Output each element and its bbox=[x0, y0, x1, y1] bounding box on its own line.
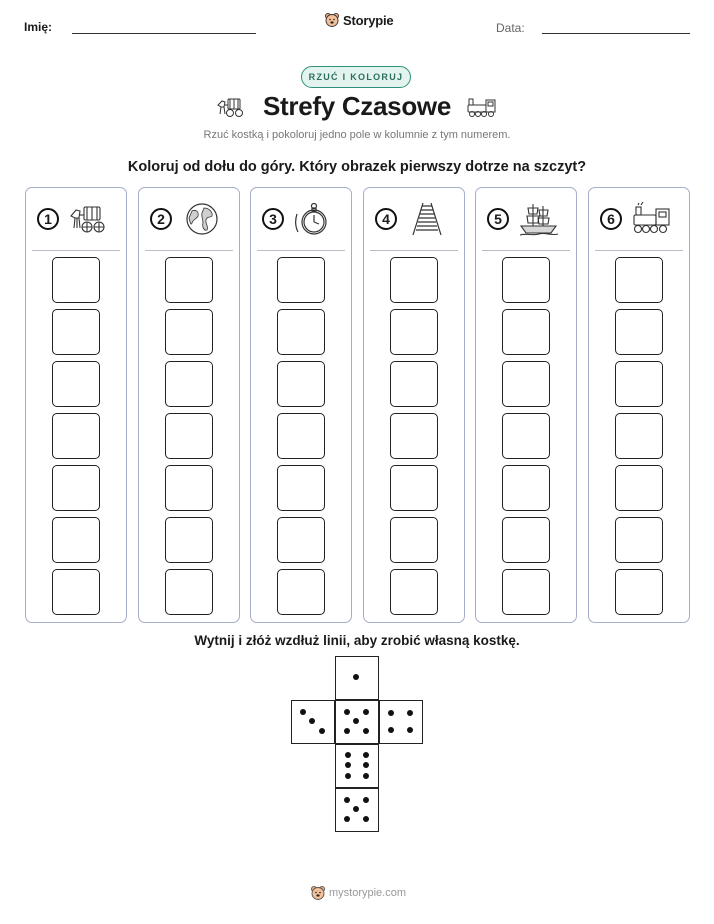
color-cell[interactable] bbox=[502, 569, 550, 615]
pip bbox=[363, 816, 369, 822]
pip bbox=[353, 806, 359, 812]
instruction: Koloruj od dołu do góry. Który obrazek pierwszy dotrze na szczyt? bbox=[127, 159, 587, 175]
column-number: 1 bbox=[37, 208, 59, 230]
pip bbox=[344, 797, 350, 803]
column-divider bbox=[32, 250, 120, 251]
pip bbox=[363, 752, 369, 758]
column-number: 3 bbox=[262, 208, 284, 230]
column-3 bbox=[250, 187, 352, 623]
color-cell[interactable] bbox=[615, 257, 663, 303]
brand-name: Storypie bbox=[343, 12, 394, 28]
pip bbox=[300, 709, 306, 715]
color-cell[interactable] bbox=[277, 517, 325, 563]
railway-track-icon bbox=[407, 202, 447, 236]
color-cell[interactable] bbox=[615, 465, 663, 511]
column-header bbox=[476, 188, 576, 250]
activity-badge: RZUĆ I KOLORUJ bbox=[301, 66, 411, 88]
column-divider bbox=[145, 250, 233, 251]
color-cell[interactable] bbox=[390, 569, 438, 615]
color-cell[interactable] bbox=[277, 361, 325, 407]
pip bbox=[344, 709, 350, 715]
color-cell[interactable] bbox=[390, 309, 438, 355]
pip bbox=[363, 762, 369, 768]
pip bbox=[345, 752, 351, 758]
pip bbox=[363, 773, 369, 779]
color-cell[interactable] bbox=[615, 361, 663, 407]
color-cell[interactable] bbox=[390, 413, 438, 459]
color-cell[interactable] bbox=[502, 465, 550, 511]
brand-logo bbox=[324, 12, 393, 28]
page-title: Strefy Czasowe bbox=[263, 91, 451, 121]
column-number: 4 bbox=[375, 208, 397, 230]
pip bbox=[353, 718, 359, 724]
column-divider bbox=[370, 250, 458, 251]
color-cell[interactable] bbox=[390, 361, 438, 407]
bear-logo-icon bbox=[324, 12, 340, 28]
footer bbox=[310, 885, 406, 901]
column-number: 5 bbox=[487, 208, 509, 230]
color-cell[interactable] bbox=[502, 517, 550, 563]
color-cell[interactable] bbox=[165, 569, 213, 615]
column-2 bbox=[138, 187, 240, 623]
footer-url[interactable]: mystorypie.com bbox=[329, 887, 407, 899]
color-cell[interactable] bbox=[502, 361, 550, 407]
color-cell[interactable] bbox=[502, 413, 550, 459]
pip bbox=[319, 728, 325, 734]
column-divider bbox=[482, 250, 570, 251]
sailing-ship-icon bbox=[519, 202, 559, 236]
globe-icon bbox=[182, 202, 222, 236]
column-number: 2 bbox=[150, 208, 172, 230]
color-cell[interactable] bbox=[52, 413, 100, 459]
die-face-5[interactable] bbox=[335, 700, 379, 744]
column-4 bbox=[363, 187, 465, 623]
pocket-watch-icon bbox=[294, 202, 334, 236]
column-6 bbox=[588, 187, 690, 623]
name-line[interactable] bbox=[72, 33, 256, 34]
pip bbox=[344, 728, 350, 734]
dice-instruction: Wytnij i złóż wzdłuż linii, aby zrobić własną kostkę. bbox=[194, 633, 520, 648]
pip bbox=[363, 728, 369, 734]
pip bbox=[407, 727, 413, 733]
bear-logo-icon bbox=[310, 885, 326, 901]
color-cell[interactable] bbox=[390, 465, 438, 511]
pip bbox=[353, 674, 359, 680]
die-face-4[interactable] bbox=[379, 700, 423, 744]
color-cell[interactable] bbox=[277, 465, 325, 511]
pip bbox=[388, 710, 394, 716]
column-header bbox=[139, 188, 239, 250]
color-cell[interactable] bbox=[615, 569, 663, 615]
pip bbox=[345, 762, 351, 768]
color-cell[interactable] bbox=[52, 309, 100, 355]
steam-locomotive-icon bbox=[632, 202, 672, 236]
color-cell[interactable] bbox=[615, 517, 663, 563]
color-cell[interactable] bbox=[277, 257, 325, 303]
die-face-3[interactable] bbox=[291, 700, 335, 744]
name-label: Imię: bbox=[24, 20, 53, 34]
column-5 bbox=[475, 187, 577, 623]
color-cell[interactable] bbox=[615, 413, 663, 459]
date-line[interactable] bbox=[542, 33, 690, 34]
color-cell[interactable] bbox=[52, 361, 100, 407]
color-cell[interactable] bbox=[165, 257, 213, 303]
color-cell[interactable] bbox=[277, 569, 325, 615]
date-label: Data: bbox=[496, 21, 525, 35]
color-cell[interactable] bbox=[277, 309, 325, 355]
pip bbox=[407, 710, 413, 716]
die-face-6[interactable] bbox=[335, 744, 379, 788]
subtitle: Rzuć kostką i pokoloruj jedno pole w kolumnie z tym numerem. bbox=[203, 129, 511, 141]
pip bbox=[363, 797, 369, 803]
horse-carriage-icon bbox=[69, 202, 109, 236]
column-1 bbox=[25, 187, 127, 623]
color-cell[interactable] bbox=[277, 413, 325, 459]
die-face-5-bottom[interactable] bbox=[335, 788, 379, 832]
color-cell[interactable] bbox=[502, 257, 550, 303]
color-cell[interactable] bbox=[615, 309, 663, 355]
column-header bbox=[589, 188, 689, 250]
color-cell[interactable] bbox=[52, 569, 100, 615]
pip bbox=[363, 709, 369, 715]
color-cell[interactable] bbox=[52, 517, 100, 563]
steam-locomotive-icon bbox=[466, 95, 498, 119]
column-number: 6 bbox=[600, 208, 622, 230]
color-cell[interactable] bbox=[52, 257, 100, 303]
column-header bbox=[26, 188, 126, 250]
pip bbox=[309, 718, 315, 724]
pip bbox=[345, 773, 351, 779]
pip bbox=[388, 727, 394, 733]
column-divider bbox=[595, 250, 683, 251]
color-cell[interactable] bbox=[165, 309, 213, 355]
color-cell[interactable] bbox=[390, 257, 438, 303]
column-header bbox=[251, 188, 351, 250]
column-divider bbox=[257, 250, 345, 251]
color-cell[interactable] bbox=[165, 413, 213, 459]
pip bbox=[344, 816, 350, 822]
color-cell[interactable] bbox=[52, 465, 100, 511]
color-cell[interactable] bbox=[165, 465, 213, 511]
color-cell[interactable] bbox=[390, 517, 438, 563]
die-face-1[interactable] bbox=[335, 656, 379, 700]
color-cell[interactable] bbox=[165, 361, 213, 407]
column-header bbox=[364, 188, 464, 250]
color-cell[interactable] bbox=[502, 309, 550, 355]
color-cell[interactable] bbox=[165, 517, 213, 563]
